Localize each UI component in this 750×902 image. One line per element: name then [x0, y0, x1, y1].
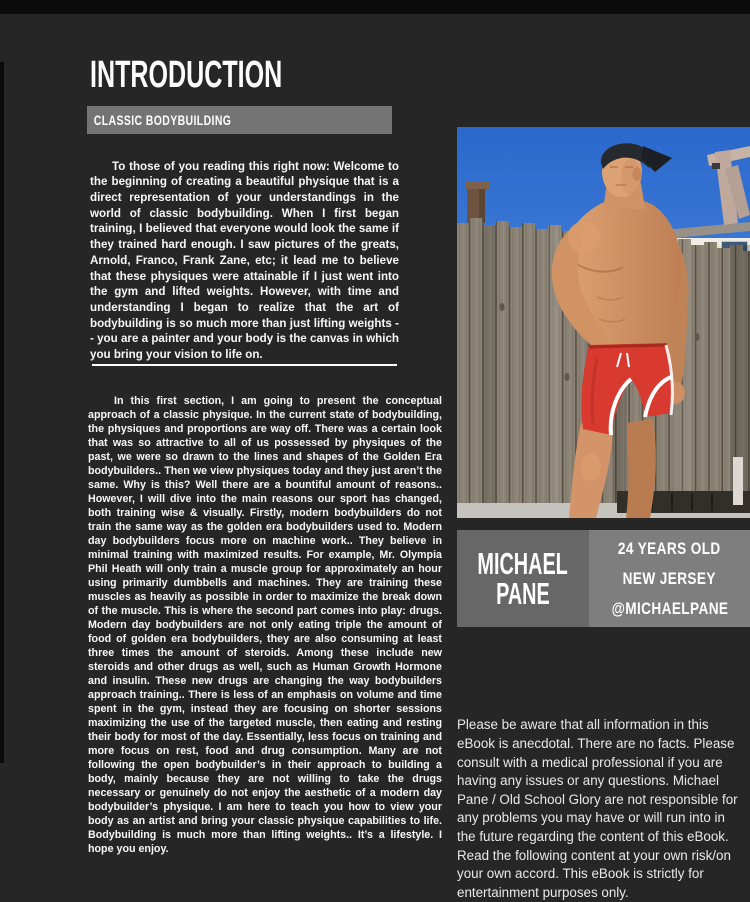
lead-paragraph: To those of you reading this right now: Welcome to the beginning of creating a beautiful physique that is a direct representation of your understandings in the world of classic bodybuilding. When I first began training, I believed that everyone would look the same if they trained hard enough. I saw pictures of the greats, Arnold, Franco, Frank Zane, etc; it lead me to believe that these physiques were attainable if I just went into the gym and lifted weights. However, with time and understanding I began to realize that the art of bodybuilding is so much more than just lifting weights -- you are a painter and your body is the canvas in which you bring your vision to life on.	[90, 159, 399, 362]
profile-name-box	[457, 530, 589, 627]
profile-last-name: PANE	[496, 575, 550, 611]
profile-handle: @MICHAELPANE	[611, 598, 728, 618]
bodybuilder-photo	[457, 127, 750, 518]
profile-location: NEW JERSEY	[622, 568, 717, 588]
page-title-text: INTRODUCTION	[90, 54, 283, 96]
top-black-bar	[0, 0, 750, 14]
profile-age: 24 YEARS OLD	[618, 538, 721, 558]
section-badge	[87, 106, 392, 134]
body-paragraph: In this first section, I am going to present the conceptual approach of a classic physique. In the current state of bodybuilding, the physiques and proportions are way off. There was a certain look that was so attractive to all of us possessed by physiques of the past, we were so drawn to the lines and shapes of the Golden Era bodybuilders.. Then we view physiques today and they just aren’t the same. Why is this? Well there are a bountiful amount of reasons.. However, I will dive into the main reasons our sport has changed, both training wise & visually. Firstly, modern bodybuilders do not train the same way as the golden era bodybuilders used to. Modern day bodybuilders focus more on machine work.. They believe in minimal training with maximized results. For example, Mr. Olympia Phil Heath will only train a muscle group for approximately an hour using primarily dumbbells and machines. They are training these muscles as heavily as possible in order to maximize the break down of the muscle. This is where the second part comes into play: drugs. Modern day bodybuilders are not only eating triple the amount of food of golden era bodybuilders, they are also consuming at least three times the amount of steroids. Among these include new steroids and other drugs as well, such as Human Growth Hormone and insulin. These new drugs are changing the way bodybuilders approach training.. There is less of an emphasis on volume and time spent in the gym, instead they are focusing on shorter sessions maximizing the use of the targeted muscle, then eating and resting their body for most of the day. Essentially, less focus on training and more focus on rest, food and drug consumption. Many are not following the open bodybuilder’s in their approach to building a body, mainly because they are not willing to take the drugs necessary or genuinely do not enjoy the aesthetic of a modern day bodybuilder’s physique. I am here to teach you how to view your body as an artist and bring your classic physique capabilities to life. Bodybuilding is much more than lifting weights.. It’s a lifestyle. I hope you enjoy.	[88, 394, 442, 855]
profile-first-name: MICHAEL	[477, 545, 569, 581]
page-title	[90, 56, 381, 96]
disclaimer-text: Please be aware that all information in this eBook is anecdotal. There are no facts. Please consult with a medical professional if you are having any issues or any questions. Michael Pane / Old School Glory are not responsible for any problems you may have or will run into in the future regarding the content of this eBook. Read the following content at your own risk/on your own accord. This eBook is strictly for entertainment purposes only.	[457, 717, 738, 900]
profile-info-box	[589, 530, 750, 627]
left-edge-stripe	[0, 62, 4, 763]
bodybuilder-photo-illustration	[457, 127, 750, 518]
section-badge-label: CLASSIC BODYBUILDING	[93, 112, 232, 128]
divider-line	[92, 364, 397, 366]
